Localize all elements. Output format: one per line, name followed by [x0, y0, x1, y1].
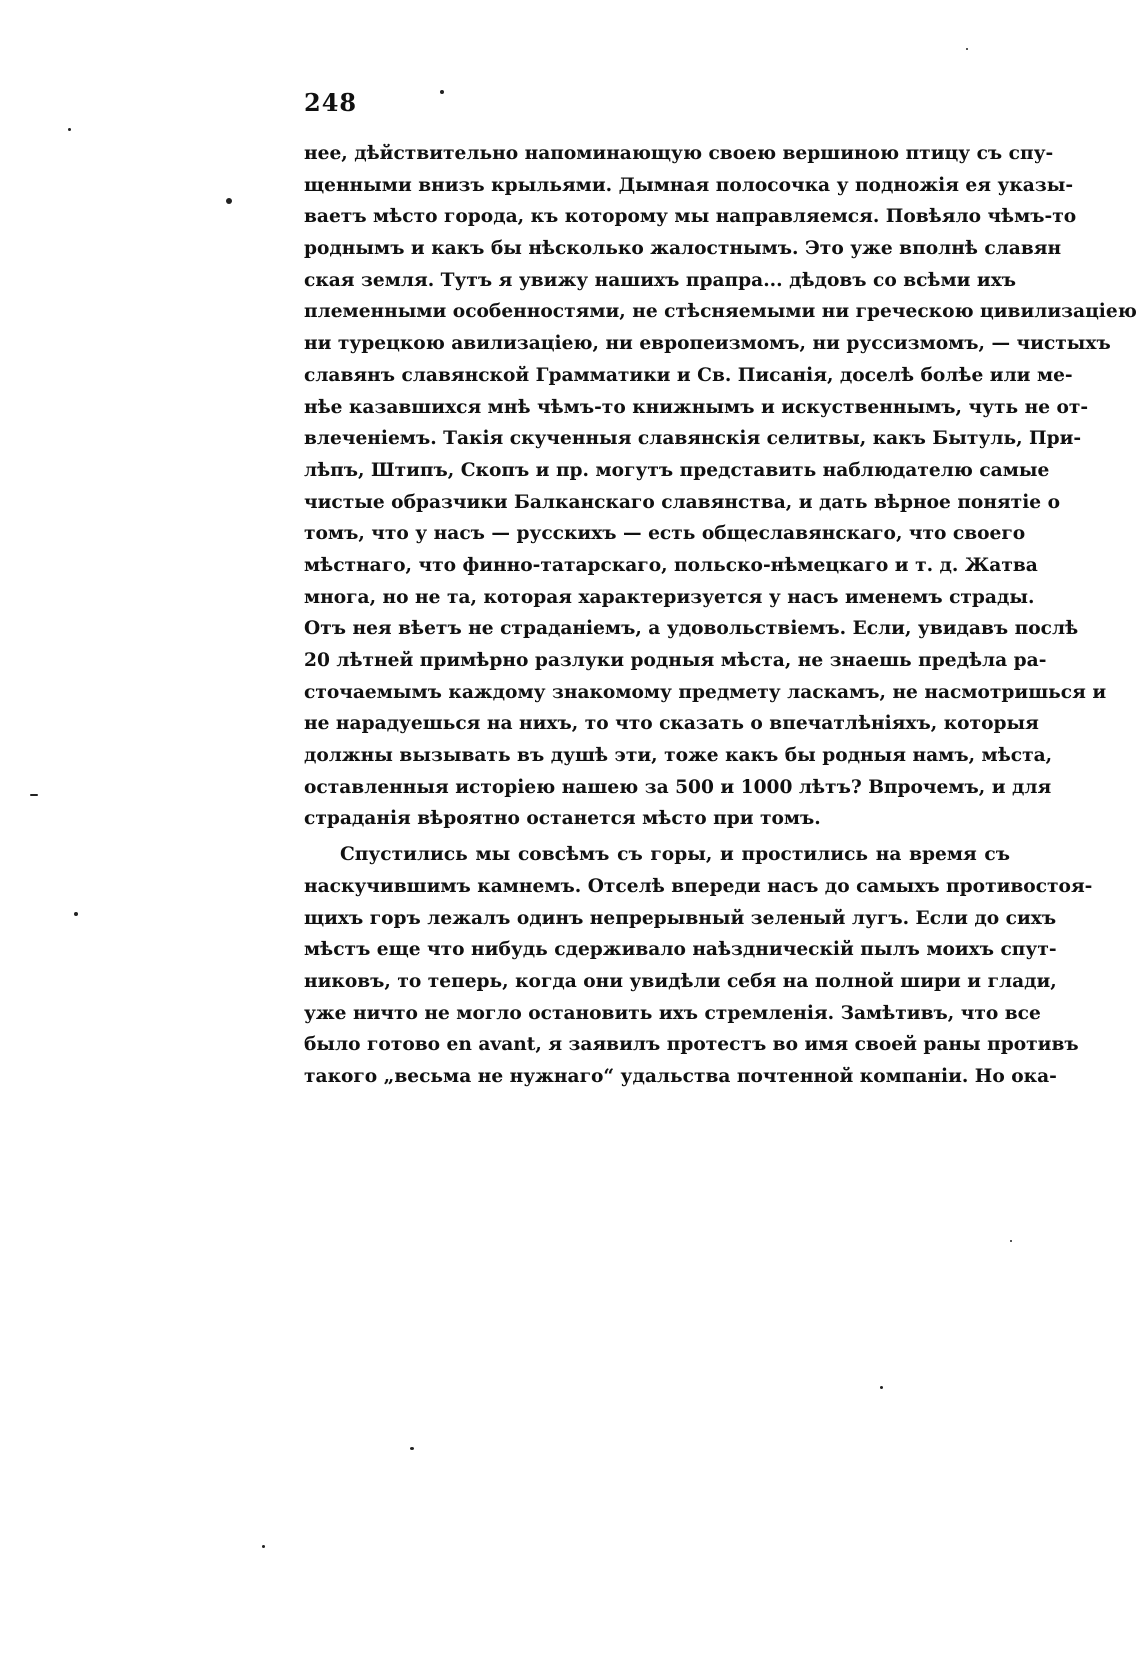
text-line: должны вызывать въ душѣ эти, тоже какъ бы родныя намъ, мѣста, — [304, 745, 1053, 767]
paragraph-1 — [304, 138, 1137, 835]
text-line: наскучившимъ камнемъ. Отселѣ впереди насъ до самыхъ противостоя- — [304, 875, 1093, 897]
text-line: сточаемымъ каждому знакомому предмету ласкамъ, не насмотришься и — [304, 681, 1107, 703]
text-line: мѣстъ еще что нибудь сдерживало наѣздническій пылъ моихъ спут- — [304, 939, 1057, 961]
text-line: было готово en avant, я заявилъ протестъ во имя своей раны противъ — [304, 1034, 1079, 1056]
scan-speck — [966, 48, 968, 50]
text-line: Спустились мы совсѣмъ съ горы, и простились на время съ — [340, 844, 1010, 866]
scan-speck — [410, 1447, 414, 1450]
text-line: Отъ нея вѣетъ не страданіемъ, а удовольствіемъ. Если, увидавъ послѣ — [304, 618, 1079, 640]
text-line: лѣпъ, Штипъ, Скопъ и пр. могутъ представить наблюдателю самые — [304, 459, 1050, 481]
paragraph-2 — [304, 839, 1093, 1093]
scan-speck — [1010, 1240, 1012, 1242]
text-line: чистые образчики Балканскаго славянства, и дать вѣрное понятіе о — [304, 491, 1060, 513]
scan-speck — [440, 90, 444, 94]
text-line: роднымъ и какъ бы нѣсколько жалостнымъ. Это уже вполнѣ славян — [304, 238, 1062, 260]
text-line: уже ничто не могло остановить ихъ стремленія. Замѣтивъ, что все — [304, 1002, 1041, 1024]
scan-speck — [68, 128, 71, 131]
text-line: ваетъ мѣсто города, къ которому мы направляемся. Повѣяло чѣмъ-то — [304, 206, 1077, 228]
text-line: никовъ, то теперь, когда они увидѣли себя на полной шири и глади, — [304, 970, 1057, 992]
text-line: оставленныя исторіею нашею за 500 и 1000 лѣтъ? Впрочемъ, и для — [304, 776, 1052, 798]
scan-speck — [262, 1545, 265, 1548]
text-line: щихъ горъ лежалъ одинъ непрерывный зеленый лугъ. Если до сихъ — [304, 907, 1057, 929]
text-line: страданія вѣроятно останется мѣсто при томъ. — [304, 808, 821, 830]
text-line: ская земля. Тутъ я увижу нашихъ прапра... дѣдовъ со всѣми ихъ — [304, 269, 1017, 291]
text-line: 20 лѣтней примѣрно разлуки родныя мѣста, не знаешь предѣла ра- — [304, 650, 1047, 671]
text-line: нее, дѣйствительно напоминающую своею вершиною птицу съ спу- — [304, 143, 1054, 164]
text-line: нѣе казавшихся мнѣ чѣмъ-то книжнымъ и искуственнымъ, чуть не от- — [304, 396, 1089, 418]
text-line: влеченіемъ. Такія скученныя славянскія селитвы, какъ Бытуль, При- — [304, 428, 1082, 450]
scan-speck — [226, 198, 232, 204]
text-line: племенными особенностями, не стѣсняемыми ни греческою цивилизаціею — [304, 301, 1137, 323]
text-line: такого „весьма не нужнаго“ удальства почтенной компаніи. Но ока- — [304, 1065, 1057, 1087]
text-line: томъ, что у насъ — русскихъ — есть общеславянскаго, что своего — [304, 523, 1026, 545]
text-line: славянъ славянской Грамматики и Св. Писанія, доселѣ болѣе или ме- — [304, 364, 1073, 386]
text-line: многа, но не та, которая характеризуется у насъ именемъ страды. — [304, 586, 1035, 608]
text-line: щенными внизъ крыльями. Дымная полосочка у подножія ея указы- — [304, 174, 1074, 196]
text-line: ни турецкою авилизаціею, ни европеизмомъ, ни руссизмомъ, — чистыхъ — [304, 333, 1111, 355]
page-number: 248 — [304, 88, 358, 117]
text-line: мѣстнаго, что финно-татарскаго, польско-нѣмецкаго и т. д. Жатва — [304, 554, 1038, 576]
body-text — [304, 138, 1137, 1093]
scan-speck — [30, 794, 38, 796]
text-line: не нарадуешься на нихъ, то что сказать о впечатлѣніяхъ, которыя — [304, 713, 1039, 735]
scan-speck — [74, 912, 78, 916]
scan-speck — [880, 1386, 883, 1389]
